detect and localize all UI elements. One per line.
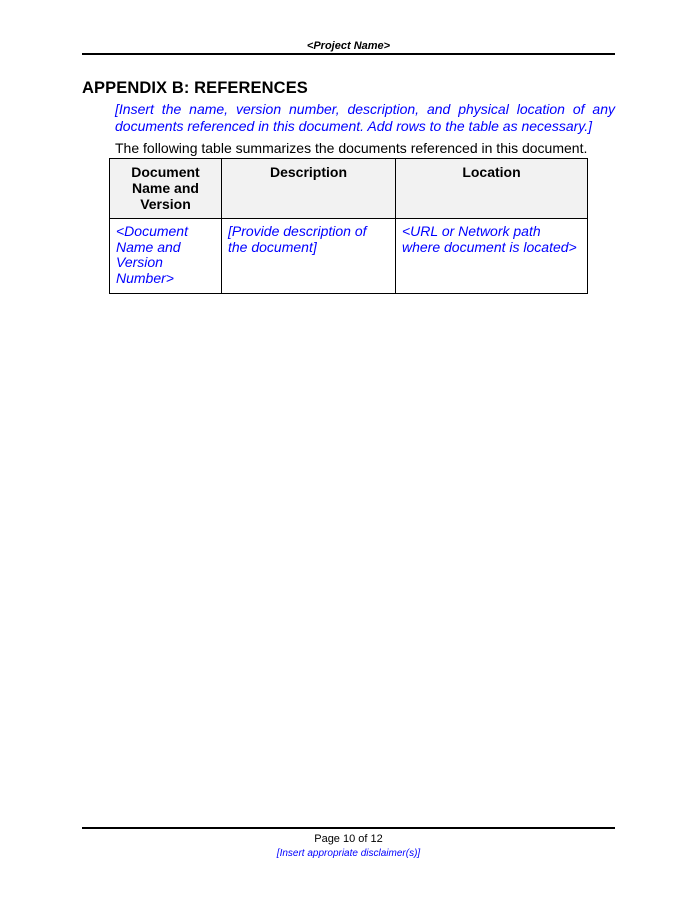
column-header-description: Description <box>222 159 396 219</box>
instruction-text: [Insert the name, version number, description, and physical location of any documents referenced in this document. Add rows to the table as necessary.] <box>115 101 615 134</box>
cell-document-name: <Document Name and Version Number> <box>110 219 222 294</box>
cell-location: <URL or Network path where document is located> <box>396 219 588 294</box>
footer-disclaimer: [Insert appropriate disclaimer(s)] <box>276 848 421 859</box>
table-row <box>110 219 588 294</box>
table-header-row <box>110 159 588 219</box>
intro-text: The following table summarizes the documents referenced in this document. <box>115 140 588 156</box>
header-rule <box>82 53 615 55</box>
page-number: Page 10 of 12 <box>314 833 383 845</box>
column-header-location: Location <box>396 159 588 219</box>
header-project-name: <Project Name> <box>306 40 391 52</box>
section-heading: APPENDIX B: REFERENCES <box>82 79 308 97</box>
references-table <box>109 158 588 294</box>
cell-description: [Provide description of the document] <box>222 219 396 294</box>
column-header-document: Document Name and Version <box>110 159 222 219</box>
footer-rule <box>82 827 615 829</box>
